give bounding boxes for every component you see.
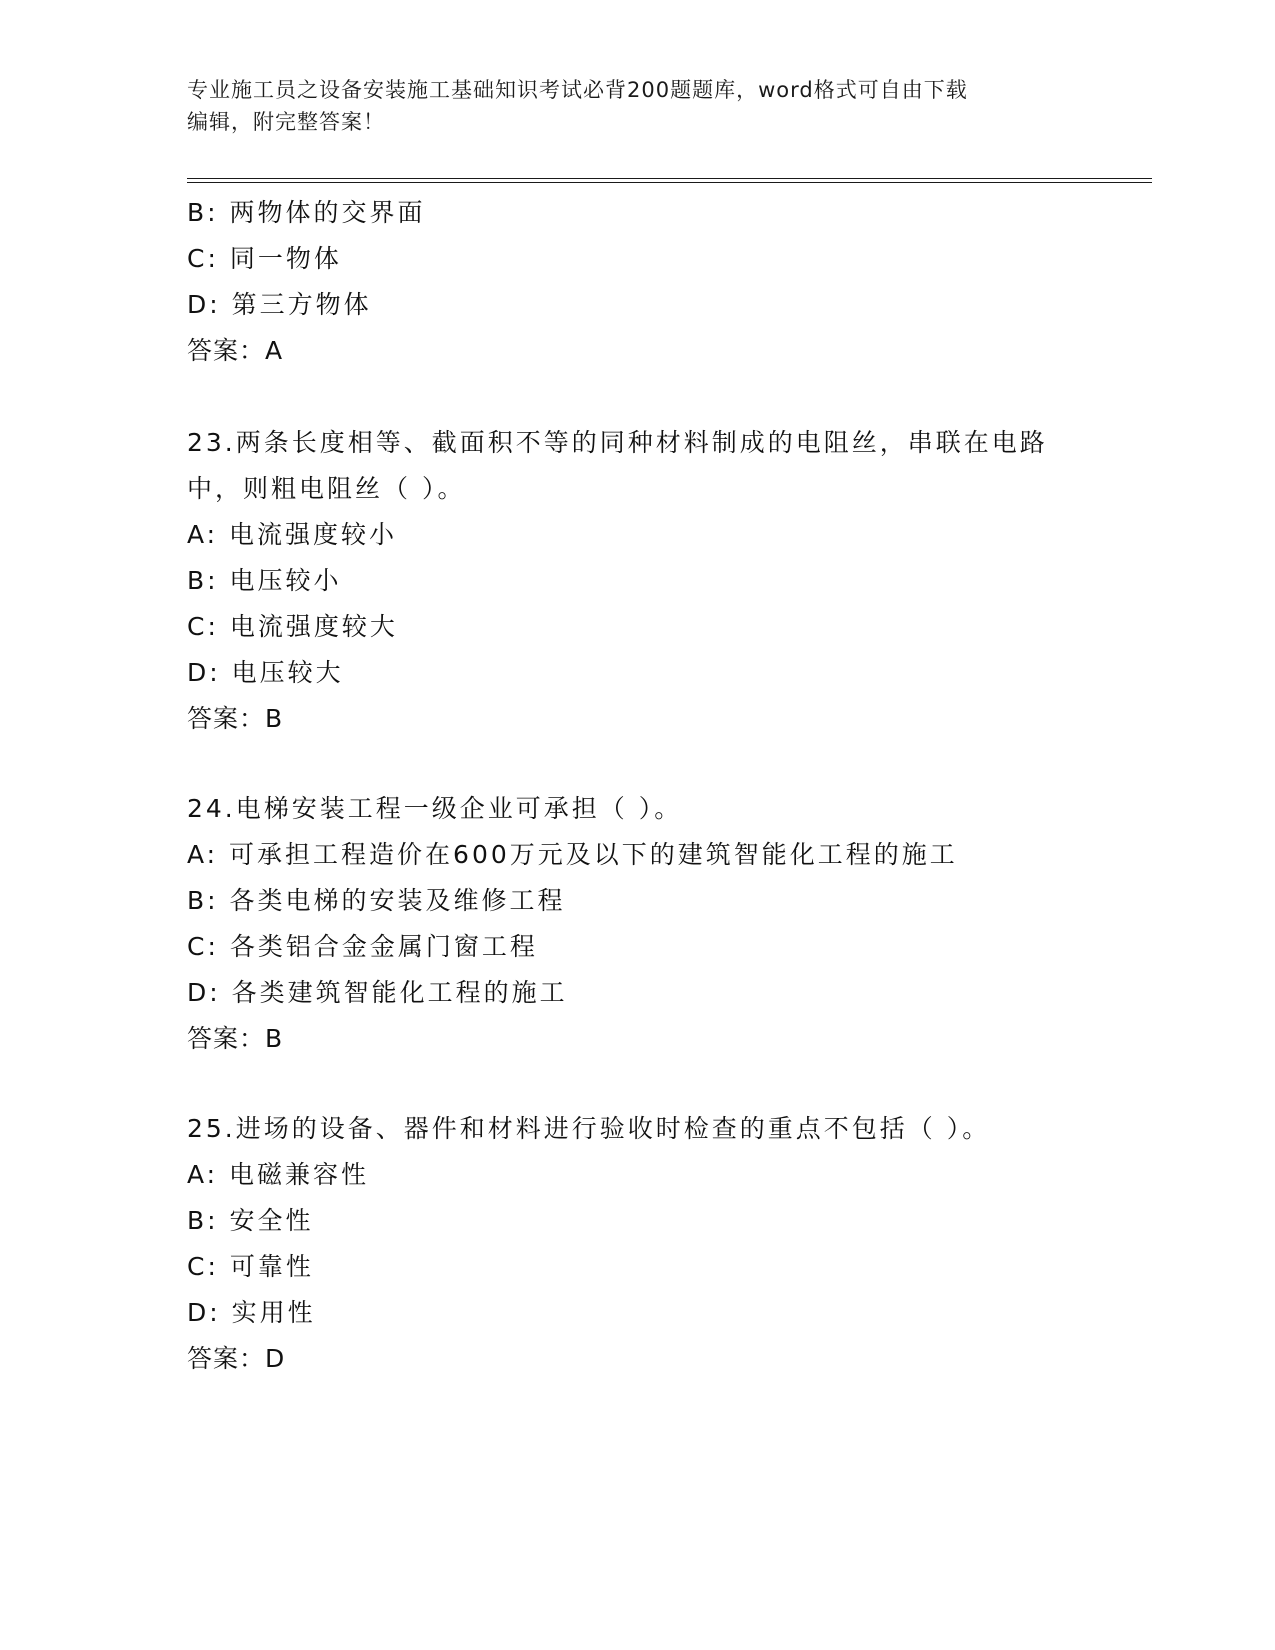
question-23-option-d: D: 电压较大 [187,658,344,687]
question-24-answer: 答案：B [187,1024,284,1053]
question-25-answer: 答案：D [187,1344,286,1373]
question-list [187,190,1117,1382]
question-22-option-b: B: 两物体的交界面 [187,198,426,227]
question-spacing [187,1062,1117,1106]
question-23-stem-line-2: 中，则粗电阻丝（ ）。 [187,474,466,503]
question-25-option-b: B: 安全性 [187,1206,314,1235]
question-24-option-c: C: 各类铝合金金属门窗工程 [187,932,538,961]
question-23 [187,420,1117,742]
question-23-option-a: A: 电流强度较小 [187,520,398,549]
question-22-option-d: D: 第三方物体 [187,290,372,319]
question-22-answer: 答案：A [187,336,284,365]
question-24 [187,786,1117,1062]
header-divider-top [187,178,1152,179]
question-24-option-d: D: 各类建筑智能化工程的施工 [187,978,568,1007]
question-25-option-a: A: 电磁兼容性 [187,1160,370,1189]
question-24-option-b: B: 各类电梯的安装及维修工程 [187,886,566,915]
question-spacing [187,742,1117,786]
question-23-answer: 答案：B [187,704,284,733]
question-spacing [187,374,1117,420]
question-25 [187,1106,1117,1382]
question-25-stem: 25.进场的设备、器件和材料进行验收时检查的重点不包括（ ）。 [187,1114,991,1143]
question-23-stem-line-1: 23.两条长度相等、截面积不等的同种材料制成的电阻丝，串联在电路 [187,428,1048,457]
question-23-option-c: C: 电流强度较大 [187,612,398,641]
question-24-stem: 24.电梯安装工程一级企业可承担（ ）。 [187,794,683,823]
header-divider-bottom [187,182,1152,183]
question-25-option-d: D: 实用性 [187,1298,316,1327]
header-title-line-2: 编辑，附完整答案！ [187,110,385,134]
question-25-option-c: C: 可靠性 [187,1252,314,1281]
question-22-fragment [187,190,1117,374]
question-24-option-a: A: 可承担工程造价在600万元及以下的建筑智能化工程的施工 [187,840,958,869]
question-23-option-b: B: 电压较小 [187,566,342,595]
header-title-line-1: 专业施工员之设备安装施工基础知识考试必背200题题库，word格式可自由下载 [187,78,968,102]
document-header [187,74,1067,138]
question-22-option-c: C: 同一物体 [187,244,342,273]
